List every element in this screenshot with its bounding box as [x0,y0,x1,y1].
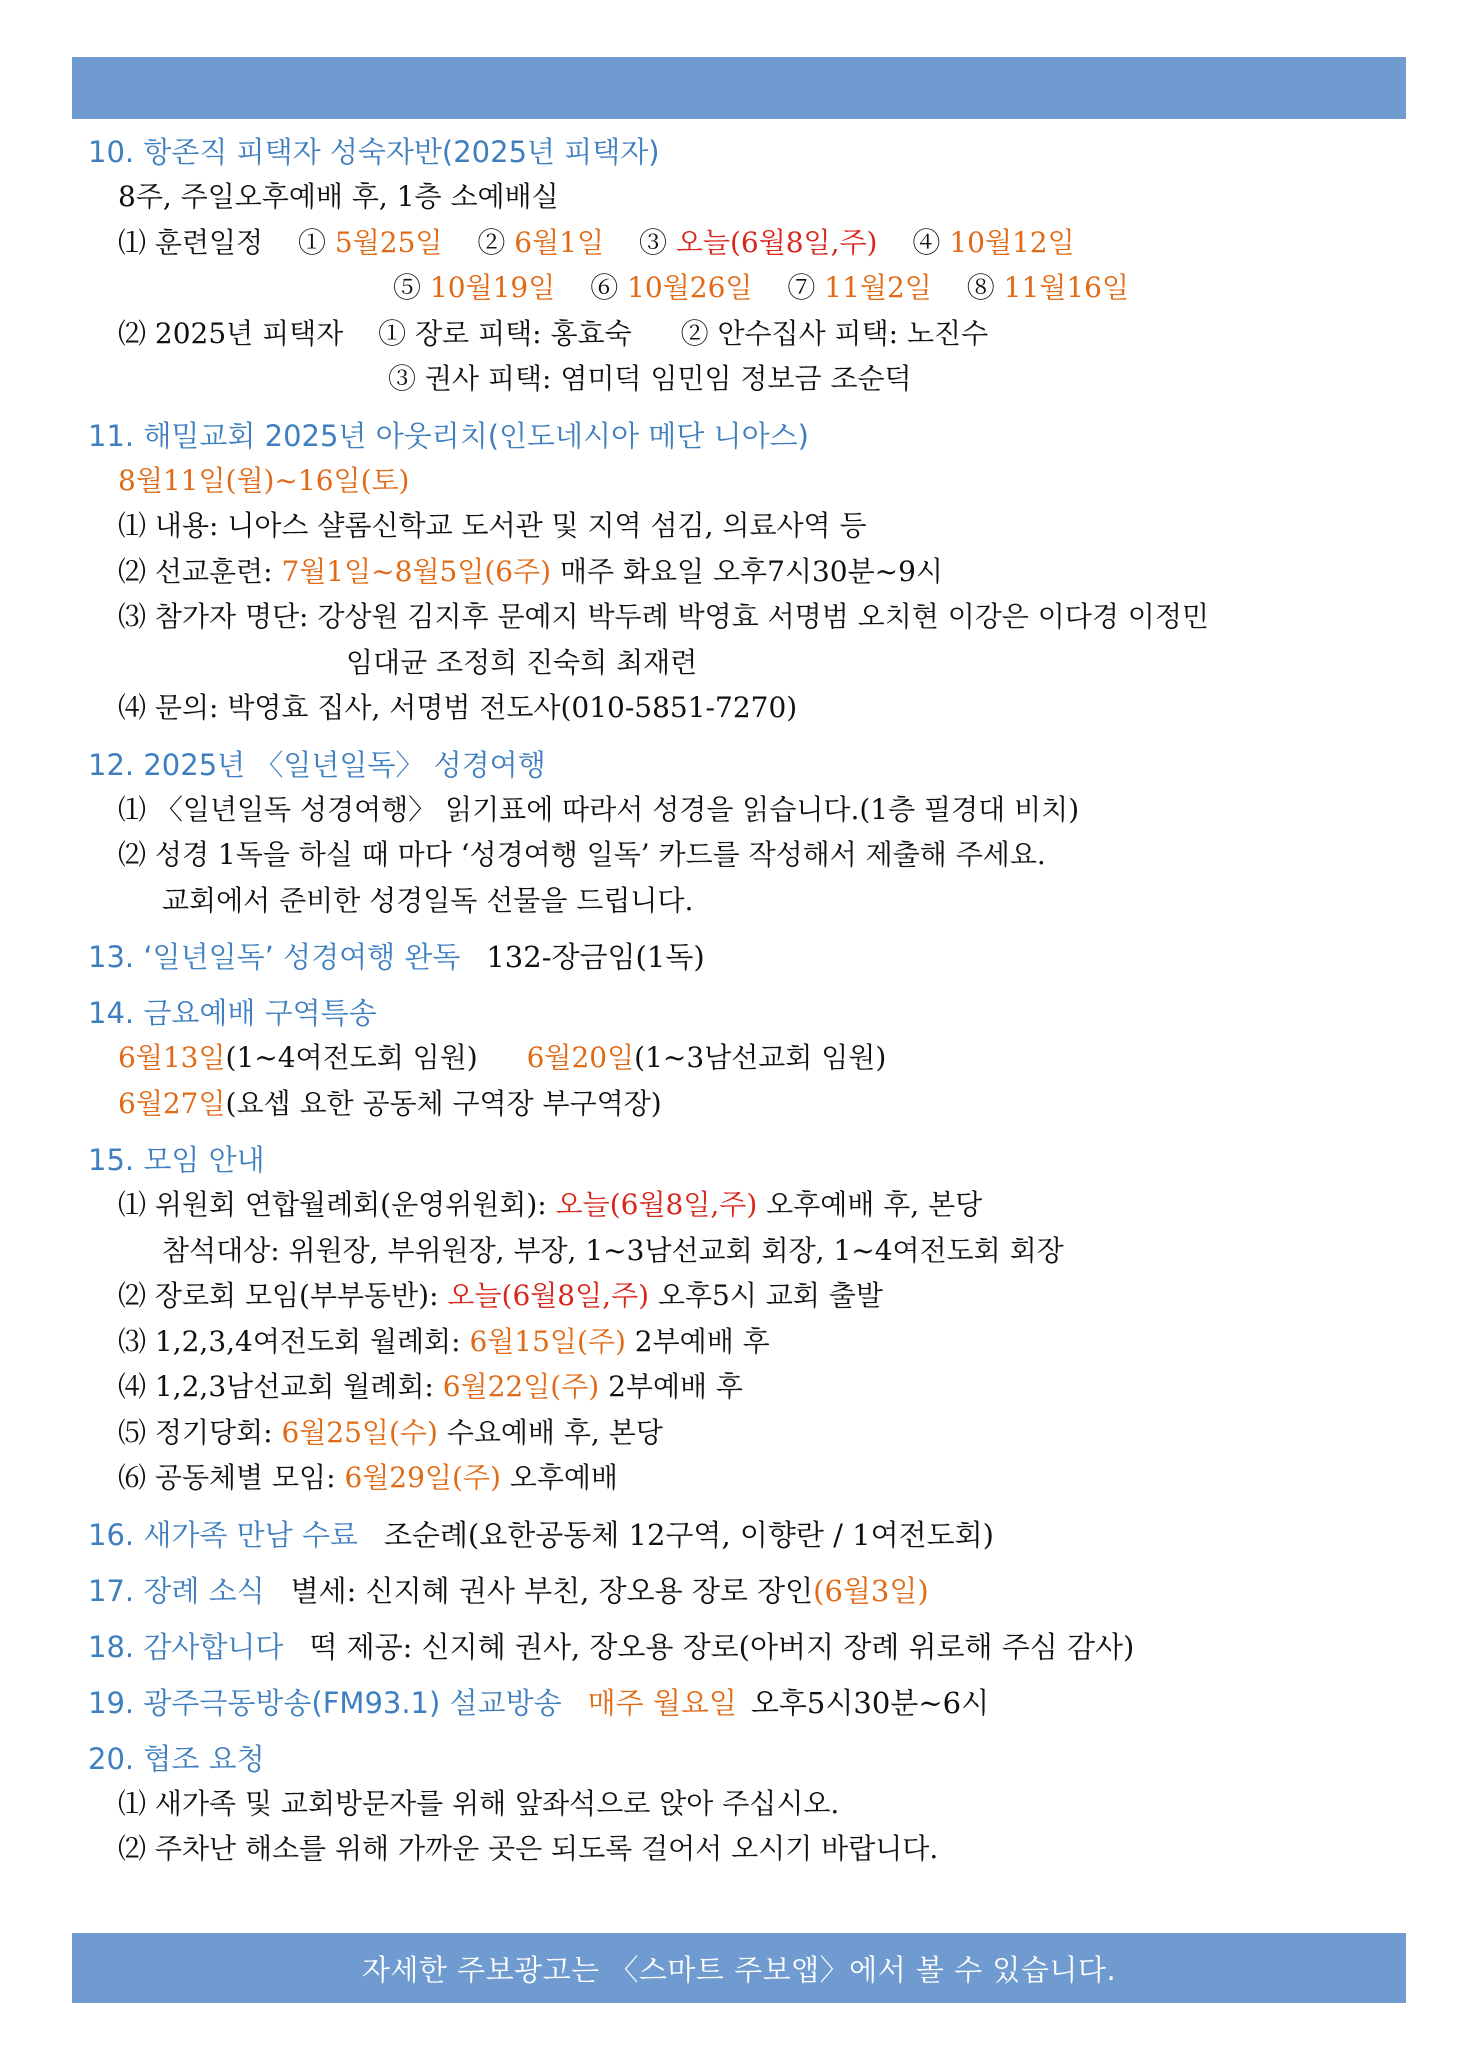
title-text: 19. 광주극동방송(FM93.1) 설교방송 [88,1685,562,1720]
section-title: 10. 항존직 피택자 성숙자반(2025년 피택자) [88,135,660,169]
section-12 [88,743,1388,924]
text-line: ③ 권사 피택: 염미덕 임민임 정보금 조순덕 [388,362,912,395]
title-text: 16. 새가족 만남 수료 [88,1517,358,1552]
date: 10월12일 [949,225,1075,259]
section-title: 20. 협조 요청 [88,1741,265,1776]
date: 6월25일(수) [281,1415,438,1449]
text-line [88,1319,1388,1365]
footer-bar [72,1933,1406,2003]
label: ⑴ 위원회 연합월례회(운영위원회): [118,1188,547,1221]
label: ⑵ 2025년 피택자 [118,316,344,350]
marker: ③ [638,225,667,259]
schedule-line [88,265,1388,311]
section-title [88,1569,1388,1613]
section-title [88,1681,1388,1725]
text-line [88,1455,1388,1501]
text-line [88,1410,1388,1456]
date: 10월19일 [429,271,556,304]
announcement-list [88,130,1388,1872]
marker: ⑥ [590,271,619,304]
label: ⑷ 1,2,3남선교회 월례회: [118,1370,434,1403]
marker: ① [298,225,327,259]
date-today: 오늘(6월8일,주) [447,1279,650,1312]
text: 별세: 신지혜 권사 부친, 장오용 장로 장인 [290,1573,814,1608]
text-line [88,1273,1388,1319]
schedule-line [88,220,1388,266]
section-title: 12. 2025년 〈일년일독〉 성경여행 [88,747,546,782]
date: 6월1일 [514,225,605,259]
date: 7월1일~8월5일(6주) [281,554,552,588]
text: 매주 화요일 오후7시30분~9시 [559,554,943,588]
text-line [88,1035,1388,1081]
date: 6월15일(주) [469,1324,626,1358]
date-today: 오늘(6월8일,주) [675,225,878,259]
date: 6월27일 [118,1086,226,1120]
text-line [88,549,1388,595]
label: ⑸ 정기당회: [118,1415,273,1449]
text-line [88,1182,1388,1228]
marker: ② [477,225,506,259]
title-text: 17. 장례 소식 [88,1573,265,1608]
text: (1~3남선교회 임원) [634,1041,887,1074]
text: 떡 제공: 신지혜 권사, 장오용 장로(아버지 장례 위로해 주심 감사) [309,1629,1135,1664]
title-text: 13. ‘일년일독’ 성경여행 완독 [88,940,461,974]
marker: ④ [912,225,941,259]
text-line [88,1081,1388,1127]
text-line: ⑷ 문의: 박영효 집사, 서명범 전도사(010-5851-7270) [118,691,798,724]
date: 8월11일(월)~16일(토) [118,463,410,497]
text: ① 장로 피택: 홍효숙 [378,316,632,350]
text: 2부예배 후 [608,1370,743,1403]
text-line: ⑴ 〈일년일독 성경여행〉 읽기표에 따라서 성경을 읽습니다.(1층 필경대 비치) [118,792,1080,826]
text-line: 8주, 주일오후예배 후, 1층 소예배실 [118,180,559,213]
text: 수요예배 후, 본당 [446,1415,663,1449]
date: 매주 월요일 [587,1685,737,1720]
date: 11월2일 [824,271,932,304]
title-text: 18. 감사합니다 [88,1629,284,1664]
section-title [88,935,1388,979]
section-14 [88,991,1388,1126]
text-line [88,311,1388,357]
text: 조순례(요한공동체 12구역, 이향란 / 1여전도회) [383,1517,994,1552]
text: ② 안수집사 피택: 노진수 [680,316,989,350]
label: ⑹ 공동체별 모임: [118,1461,336,1494]
marker: ⑤ [393,271,422,304]
section-20 [88,1737,1388,1872]
text: 오후5시30분~6시 [750,1685,990,1720]
section-19 [88,1681,1388,1725]
date: 11월16일 [1003,271,1130,304]
text: 오후예배 후, 본당 [766,1188,983,1221]
text-line: ⑵ 성경 1독을 하실 때 마다 ‘성경여행 일독’ 카드를 작성해서 제출해 주세요. [118,838,1046,871]
text-line: ⑴ 새가족 및 교회방문자를 위해 앞좌석으로 앉아 주십시오. [118,1786,840,1820]
section-title: 15. 모임 안내 [88,1143,265,1177]
text-line [88,1364,1388,1410]
date-today: 오늘(6월8일,주) [555,1188,758,1221]
text-line: 참석대상: 위원장, 부위원장, 부장, 1~3남선교회 회장, 1~4여전도회 회장 [162,1233,1064,1267]
text: 오후5시 교회 출발 [657,1279,883,1312]
label: ⑶ 1,2,3,4여전도회 월례회: [118,1324,461,1358]
marker: ⑦ [787,271,816,304]
section-15 [88,1138,1388,1501]
text: 132-장금임(1독) [486,940,705,974]
marker: ⑧ [966,271,995,304]
date: 6월20일 [526,1041,635,1074]
label: ⑵ 장로회 모임(부부동반): [118,1279,439,1312]
footer-text: 자세한 주보광고는 〈스마트 주보앱〉에서 볼 수 있습니다. [361,1952,1117,1987]
section-13 [88,935,1388,979]
date: 6월29일(주) [344,1461,501,1494]
label: ⑵ 선교훈련: [118,554,273,588]
section-title [88,1625,1388,1669]
text: (1~4여전도회 임원) [225,1041,478,1074]
header-bar [72,57,1406,119]
section-16 [88,1513,1388,1557]
section-title: 11. 해밀교회 2025년 아웃리치(인도네시아 메단 니아스) [88,418,809,453]
date: 6월22일(주) [442,1370,600,1403]
section-18 [88,1625,1388,1669]
label: ⑴ 훈련일정 [118,225,264,259]
text-line: ⑴ 내용: 니아스 샬롬신학교 도서관 및 지역 섬김, 의료사역 등 [118,509,867,542]
text: 2부예배 후 [634,1324,770,1358]
section-17 [88,1569,1388,1613]
date: 6월13일 [118,1041,226,1074]
section-11 [88,414,1388,731]
date: 5월25일 [334,225,443,259]
section-10 [88,130,1388,402]
text-line: ⑶ 참가자 명단: 강상원 김지후 문예지 박두례 박영효 서명범 오치현 이강은 이다경 이정민 [118,600,1209,633]
section-title: 14. 금요예배 구역특송 [88,996,377,1030]
date: (6월3일) [813,1573,929,1608]
text-line: ⑵ 주차난 해소를 위해 가까운 곳은 되도록 걸어서 오시기 바랍니다. [118,1832,939,1865]
text: (요셉 요한 공동체 구역장 부구역장) [225,1086,662,1120]
date: 10월26일 [627,271,753,304]
section-title [88,1513,1388,1557]
text: 오후예배 [509,1461,618,1494]
text-line: 임대균 조정희 진숙희 최재련 [346,645,698,679]
text-line: 교회에서 준비한 성경일독 선물을 드립니다. [162,883,694,917]
